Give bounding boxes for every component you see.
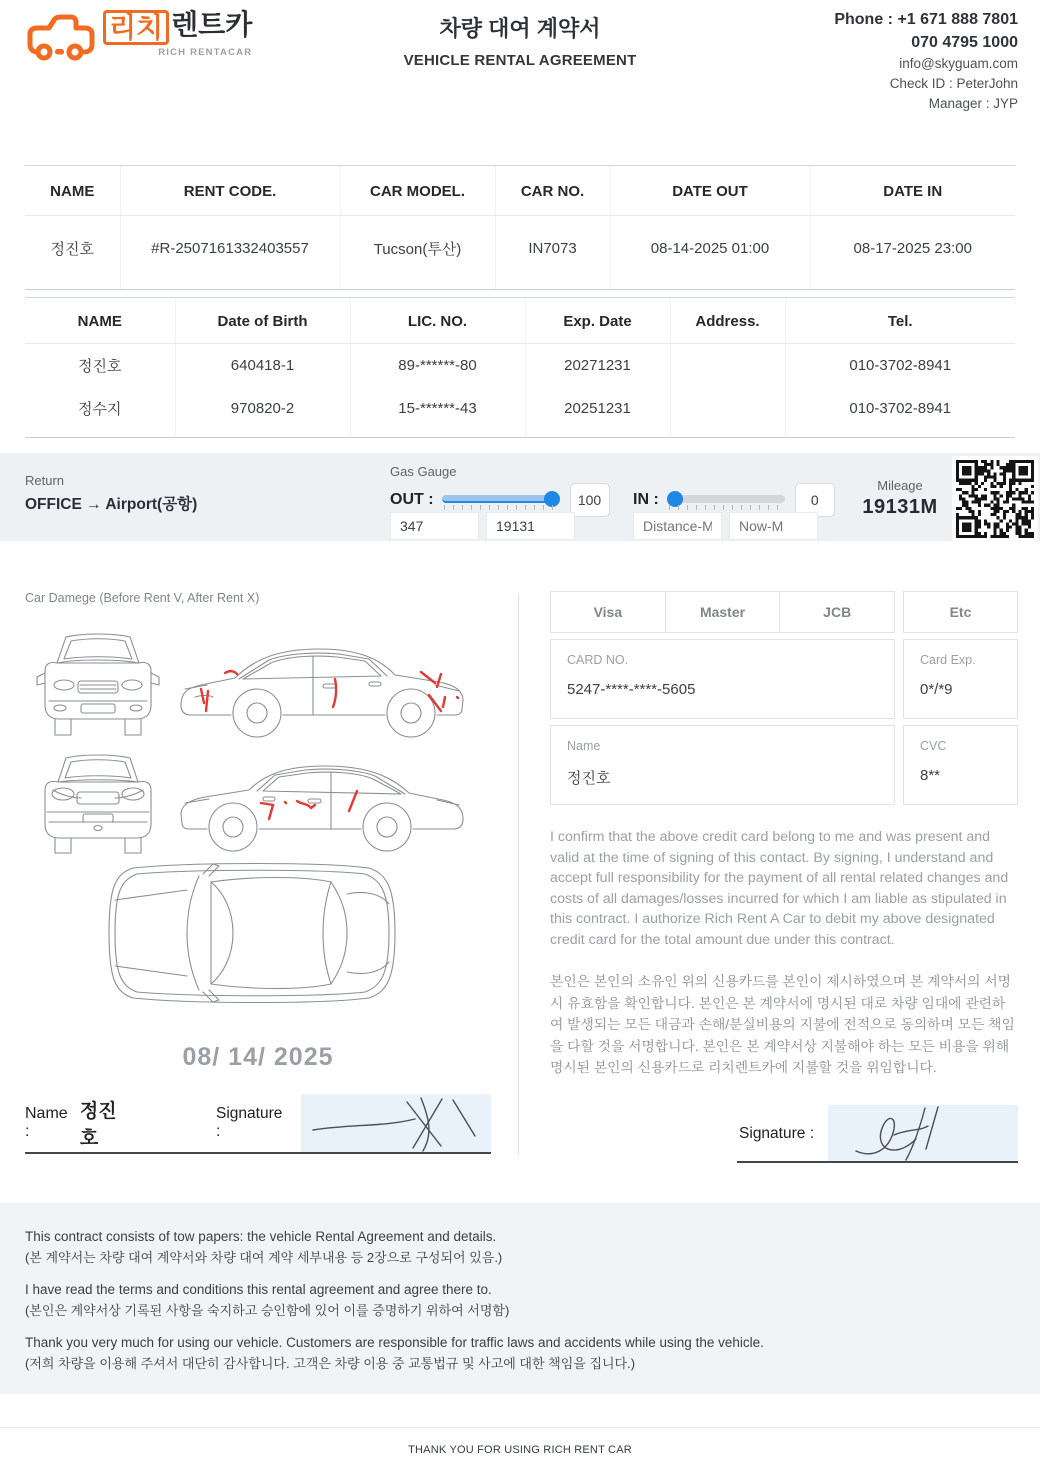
driver-lic-no: 15-******-43	[350, 387, 525, 438]
rental-table-header-row	[25, 166, 1015, 216]
col-header-dob: Date of Birth	[175, 298, 350, 344]
col-header-exp-date: Exp. Date	[525, 298, 670, 344]
driver-tel: 010-3702-8941	[785, 344, 1015, 388]
contract-notes-footer	[0, 1203, 1040, 1394]
driver-address	[670, 387, 785, 438]
col-header-address: Address.	[670, 298, 785, 344]
gas-in-label: IN :	[633, 491, 659, 508]
car-top-view-diagram	[103, 860, 401, 1006]
driver-dob: 640418-1	[175, 344, 350, 388]
rent-code: #R-2507161332403557	[120, 216, 340, 290]
logo-text-rich: 리치	[103, 10, 169, 45]
driver-lic-no: 89-******-80	[350, 344, 525, 388]
card-type-jcb[interactable]: JCB	[779, 591, 895, 633]
footer-note-kr: (본 계약서는 차량 대여 계약서와 차량 대여 계약 세부내용 등 2장으로 구성되어 있음.)	[25, 1249, 503, 1265]
card-exp-label: Card Exp.	[920, 653, 976, 667]
car-no: IN7073	[495, 216, 610, 290]
card-type-visa[interactable]: Visa	[550, 591, 666, 633]
card-number-value: 5247-****-****-5605	[567, 681, 696, 698]
footer-note-en: This contract consists of tow papers: the vehicle Rental Agreement and details.	[25, 1228, 497, 1244]
phone-number-2: 070 4795 1000	[911, 34, 1018, 51]
driver-name: 정진호	[78, 358, 122, 375]
logo-text-rentcar: 렌트카	[171, 9, 253, 40]
thank-you-note: THANK YOU FOR USING RICH RENT CAR	[408, 1443, 632, 1456]
card-cvc-cell	[903, 725, 1018, 805]
signature-label: Signature :	[216, 1105, 283, 1140]
card-cvc-label: CVC	[920, 739, 947, 753]
page-bottom	[0, 1427, 1040, 1458]
phone-number-1: Phone : +1 671 888 7801	[834, 11, 1018, 28]
col-header-date-in: DATE IN	[810, 166, 1015, 216]
email-address: info@skyguam.com	[899, 56, 1018, 71]
renter-name-value: 정진호	[79, 1101, 117, 1149]
card-exp-value: 0*/*9	[920, 681, 953, 698]
gas-in-slider[interactable]	[667, 491, 785, 509]
footer-note-en: I have read the terms and conditions this rental agreement and agree there to.	[25, 1281, 492, 1297]
return-label: Return	[25, 473, 65, 488]
car-rear-view-diagram	[33, 750, 163, 856]
gas-out-value: 100	[570, 483, 610, 517]
payment-panel	[550, 591, 1018, 1163]
car-logo-icon	[25, 14, 97, 62]
renter-name: 정진호	[25, 216, 120, 290]
renter-name-label: Name :	[25, 1105, 68, 1140]
gas-out-input-2[interactable]	[486, 512, 575, 540]
distance-m-input[interactable]	[633, 512, 722, 540]
driver-tel: 010-3702-8941	[785, 387, 1015, 438]
table-row	[25, 387, 1015, 438]
driver-address	[670, 344, 785, 388]
driver-name: 정수지	[25, 387, 175, 438]
car-damage-title: Car Damege (Before Rent V, After Rent X)	[25, 591, 260, 605]
driver-info-table	[25, 297, 1015, 438]
car-damage-panel	[25, 591, 491, 1163]
gas-out-label: OUT :	[390, 491, 434, 508]
col-header-name: NAME	[25, 166, 120, 216]
driver-table-header-row	[25, 298, 1015, 344]
car-side-view-2-diagram	[173, 745, 471, 853]
damage-marks	[261, 791, 357, 819]
page-title-korean: 차량 대여 계약서	[439, 16, 601, 41]
rental-info-table	[25, 165, 1015, 290]
gas-out-input-1[interactable]	[390, 512, 479, 540]
gas-gauge-label: Gas Gauge	[390, 464, 457, 479]
car-front-view-diagram	[33, 629, 163, 741]
gas-out-slider[interactable]	[442, 491, 560, 509]
slider-track	[667, 495, 785, 503]
return-route: OFFICE → Airport(공항)	[25, 496, 198, 513]
col-header-lic-no: LIC. NO.	[350, 298, 525, 344]
driver-exp-date: 20271231	[525, 344, 670, 388]
driver-dob: 970820-2	[175, 387, 350, 438]
footer-note-kr: (저희 차량을 이용해 주셔서 대단히 감사합니다. 고객은 차량 이용 중 교통법규 및 사고에 대한 책임을 집니다.)	[25, 1355, 636, 1371]
renter-signature-pad[interactable]	[301, 1094, 491, 1152]
footer-note-kr: (본인은 계약서상 기록된 사항을 숙지하고 승인함에 있어 이를 증명하기 위하여 서명함)	[25, 1302, 510, 1318]
signature-label: Signature :	[739, 1124, 814, 1142]
card-exp-cell	[903, 639, 1018, 719]
card-number-label: CARD NO.	[567, 653, 629, 667]
check-id: Check ID : PeterJohn	[889, 76, 1018, 91]
col-header-tel: Tel.	[785, 298, 1015, 344]
driver-exp-date: 20251231	[525, 387, 670, 438]
slider-ticks	[444, 505, 558, 510]
date-in: 08-17-2025 23:00	[810, 216, 1015, 290]
col-header-rent-code: RENT CODE.	[120, 166, 340, 216]
column-divider	[518, 594, 519, 1155]
now-m-input[interactable]	[729, 512, 818, 540]
car-model: Tucson(투산)	[340, 216, 495, 290]
confirmation-text-korean: 본인은 본인의 소유인 위의 신용카드를 본인이 제시하였으며 본 계약서의 서명시 유효함을 확인합니다. 본인은 본 계약서에 명시된 대로 차량 임대에 관련하여 발생되는 모든 대금과 손해/분실비용의 지불에 전적으로 동의하며 모든 책임을 다할 것을 서명합니다. 본인은 본 계약서상 지불해야 하는 모든 비용을 위해 명시된 본인의 신용카드로 리치렌트카에 지불할 것을 위임합니다.	[550, 974, 1015, 1075]
contact-info	[834, 8, 1018, 114]
mileage-label: Mileage	[877, 478, 923, 493]
page-header	[0, 0, 1040, 165]
col-header-car-no: CAR NO.	[495, 166, 610, 216]
card-holder-label: Name	[567, 739, 601, 753]
table-row	[25, 344, 1015, 388]
qr-code	[952, 456, 1038, 541]
table-row	[25, 216, 1015, 290]
slider-fill	[442, 495, 554, 503]
manager-name: Manager : JYP	[928, 96, 1018, 111]
credit-card-table	[550, 591, 1018, 805]
col-header-car-model: CAR MODEL.	[340, 166, 495, 216]
confirmation-text-english: I confirm that the above credit card belong to me and was present and valid at the time of signing of this contact. By signing, I understand and accept full responsibility for the payment of all rental related changes and costs of all damages/losses incurred for which I am liable as stipulated in this contract. I authorize Rich Rent A Car to debit my above designated credit card for the total amount due under this contract.	[550, 829, 1009, 948]
card-cvc-value: 8**	[920, 767, 941, 784]
page-title-english: VEHICLE RENTAL AGREEMENT	[403, 52, 637, 69]
card-number-cell	[550, 639, 895, 719]
card-type-etc[interactable]: Etc	[903, 591, 1018, 633]
slider-ticks	[669, 505, 783, 510]
gas-gauge-section	[0, 453, 1040, 541]
card-holder-cell	[550, 725, 895, 805]
rental-date: 08/ 14/ 2025	[182, 1043, 334, 1071]
gas-in-value: 0	[795, 483, 835, 517]
card-type-master[interactable]: Master	[665, 591, 781, 633]
car-side-view-1-diagram	[173, 627, 471, 741]
footer-note-en: Thank you very much for using our vehicle. Customers are responsible for traffic laws and accidents while using the vehicle.	[25, 1334, 764, 1350]
cardholder-signature-pad[interactable]	[828, 1105, 1018, 1161]
logo-subtitle: RICH RENTACAR	[158, 47, 253, 59]
col-header-date-out: DATE OUT	[610, 166, 810, 216]
card-holder-value: 정진호	[567, 770, 611, 787]
col-header-driver-name: NAME	[25, 298, 175, 344]
mileage-value: 19131M	[862, 496, 938, 518]
date-out: 08-14-2025 01:00	[610, 216, 810, 290]
car-damage-diagram[interactable]	[25, 617, 491, 1015]
